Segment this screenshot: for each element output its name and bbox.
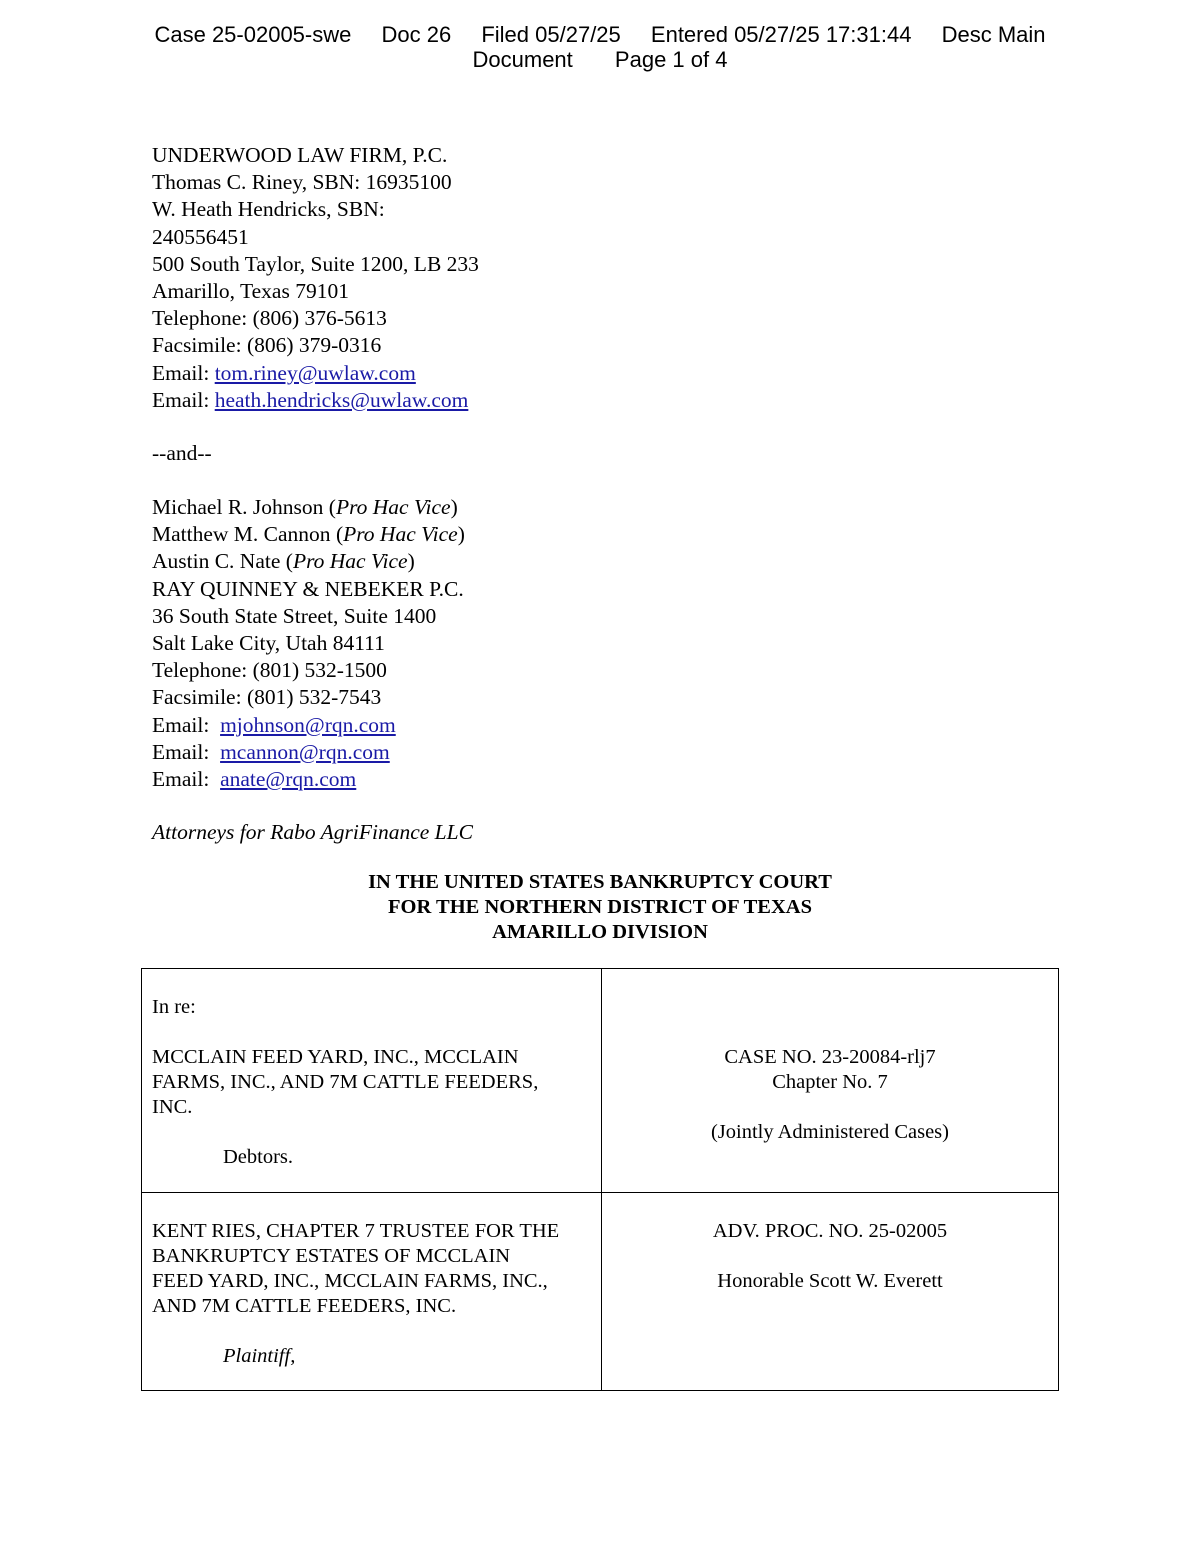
email-label: Email: [152, 767, 210, 792]
firm-name: UNDERWOOD LAW FIRM, P.C. [152, 143, 448, 167]
plaintiff-name-line2: BANKRUPTCY ESTATES OF MCCLAIN [152, 1245, 511, 1267]
attorney-nate-name: Austin C. Nate [152, 549, 281, 574]
email-link-nate[interactable]: anate@rqn.com [220, 767, 357, 792]
counsel-block-rqn [152, 494, 465, 793]
filing-header-line2 [0, 47, 1200, 72]
email-label: Email: [152, 712, 210, 737]
in-re-label: In re: [152, 996, 196, 1018]
pro-hac-vice-label: Pro Hac Vice [292, 549, 408, 574]
email-link-riney[interactable]: tom.riney@uwlaw.com [214, 360, 416, 385]
court-line3: AMARILLO DIVISION [492, 921, 708, 943]
court-line1: IN THE UNITED STATES BANKRUPTCY COURT [368, 871, 832, 893]
pro-hac-vice-label: Pro Hac Vice [335, 495, 451, 519]
doc-number-stamp: Doc 26 [381, 22, 452, 47]
email-line-johnson [152, 712, 465, 739]
email-line-cannon [152, 739, 465, 766]
filing-header [0, 22, 1200, 72]
attorney-hendricks: W. Heath Hendricks, SBN: [152, 197, 385, 222]
email-label: Email: [152, 360, 210, 385]
filing-header-line1 [0, 22, 1200, 47]
court-line2: FOR THE NORTHERN DISTRICT OF TEXAS [388, 896, 812, 918]
debtors-name-line3: INC. [152, 1096, 193, 1118]
counsel-block-underwood [152, 142, 479, 414]
debtors-name-line1: MCCLAIN FEED YARD, INC., MCCLAIN [152, 1046, 519, 1068]
attorney-johnson-name: Michael R. Johnson [152, 495, 324, 519]
firm-address-city: Salt Lake City, Utah 84111 [152, 631, 385, 656]
firm-telephone: Telephone: (801) 532-1500 [152, 658, 387, 683]
plaintiff-name-line3: FEED YARD, INC., MCCLAIN FARMS, INC., [152, 1270, 548, 1292]
case-number: CASE NO. 23-20084-rlj7 [724, 1046, 936, 1068]
attorney-nate: Austin C. Nate (Pro Hac Vice) [152, 549, 415, 574]
attorney-cannon-name: Matthew M. Cannon [152, 522, 331, 547]
attorneys-for-text: Attorneys for Rabo AgriFinance LLC [152, 820, 473, 844]
page-number: Page 1 of 4 [614, 47, 728, 72]
firm-telephone: Telephone: (806) 376-5613 [152, 306, 387, 331]
debtors-name-line2: FARMS, INC., AND 7M CATTLE FEEDERS, [152, 1071, 539, 1093]
email-label: Email: [152, 739, 210, 764]
firm-facsimile: Facsimile: (806) 379-0316 [152, 333, 382, 358]
firm-name: RAY QUINNEY & NEBEKER P.C. [152, 576, 464, 601]
adversary-proceeding-cell [602, 1193, 1059, 1391]
desc-stamp: Desc Main [941, 22, 1046, 47]
plaintiff-cell [142, 1193, 602, 1391]
court-heading [0, 870, 1200, 945]
plaintiff-label: Plaintiff, [223, 1345, 296, 1367]
email-line-hendricks [152, 387, 479, 414]
entered-date-stamp: Entered 05/27/25 17:31:44 [650, 22, 912, 47]
filed-date-stamp: Filed 05/27/25 [481, 22, 621, 47]
caption-row-plaintiff [142, 1193, 1059, 1391]
attorney-riney: Thomas C. Riney, SBN: 16935100 [152, 170, 452, 195]
debtors-label: Debtors. [223, 1146, 294, 1168]
email-line-riney [152, 360, 479, 387]
chapter-number: Chapter No. 7 [772, 1071, 888, 1093]
email-link-hendricks[interactable]: heath.hendricks@uwlaw.com [214, 387, 469, 412]
and-separator-text: --and-- [152, 441, 212, 465]
firm-facsimile: Facsimile: (801) 532-7543 [152, 685, 382, 710]
email-line-nate [152, 766, 465, 793]
attorney-cannon: Matthew M. Cannon (Pro Hac Vice) [152, 522, 465, 547]
caption-row-debtors [142, 969, 1059, 1193]
debtors-cell [142, 969, 602, 1193]
case-number-cell [602, 969, 1059, 1193]
plaintiff-name-line1: KENT RIES, CHAPTER 7 TRUSTEE FOR THE [152, 1220, 560, 1242]
document-label: Document [472, 47, 573, 72]
attorneys-for [152, 819, 473, 846]
email-link-johnson[interactable]: mjohnson@rqn.com [220, 712, 396, 737]
and-separator [152, 440, 212, 467]
attorney-hendricks-sbn: 240556451 [152, 224, 249, 249]
firm-address-street: 36 South State Street, Suite 1400 [152, 603, 437, 628]
firm-address-city: Amarillo, Texas 79101 [152, 279, 349, 304]
adversary-proceeding-number: ADV. PROC. NO. 25-02005 [712, 1220, 948, 1242]
email-link-cannon[interactable]: mcannon@rqn.com [220, 739, 390, 764]
judge-name: Honorable Scott W. Everett [717, 1270, 943, 1292]
firm-address-street: 500 South Taylor, Suite 1200, LB 233 [152, 251, 479, 276]
pro-hac-vice-label: Pro Hac Vice [343, 522, 458, 547]
email-label: Email: [152, 387, 210, 412]
case-number-stamp: Case 25-02005-swe [154, 22, 352, 47]
jointly-administered-note: (Jointly Administered Cases) [710, 1121, 949, 1143]
case-caption-table [141, 968, 1059, 1391]
plaintiff-name-line4: AND 7M CATTLE FEEDERS, INC. [152, 1295, 457, 1317]
attorney-johnson: Michael R. Johnson (Pro Hac Vice) [152, 495, 458, 519]
